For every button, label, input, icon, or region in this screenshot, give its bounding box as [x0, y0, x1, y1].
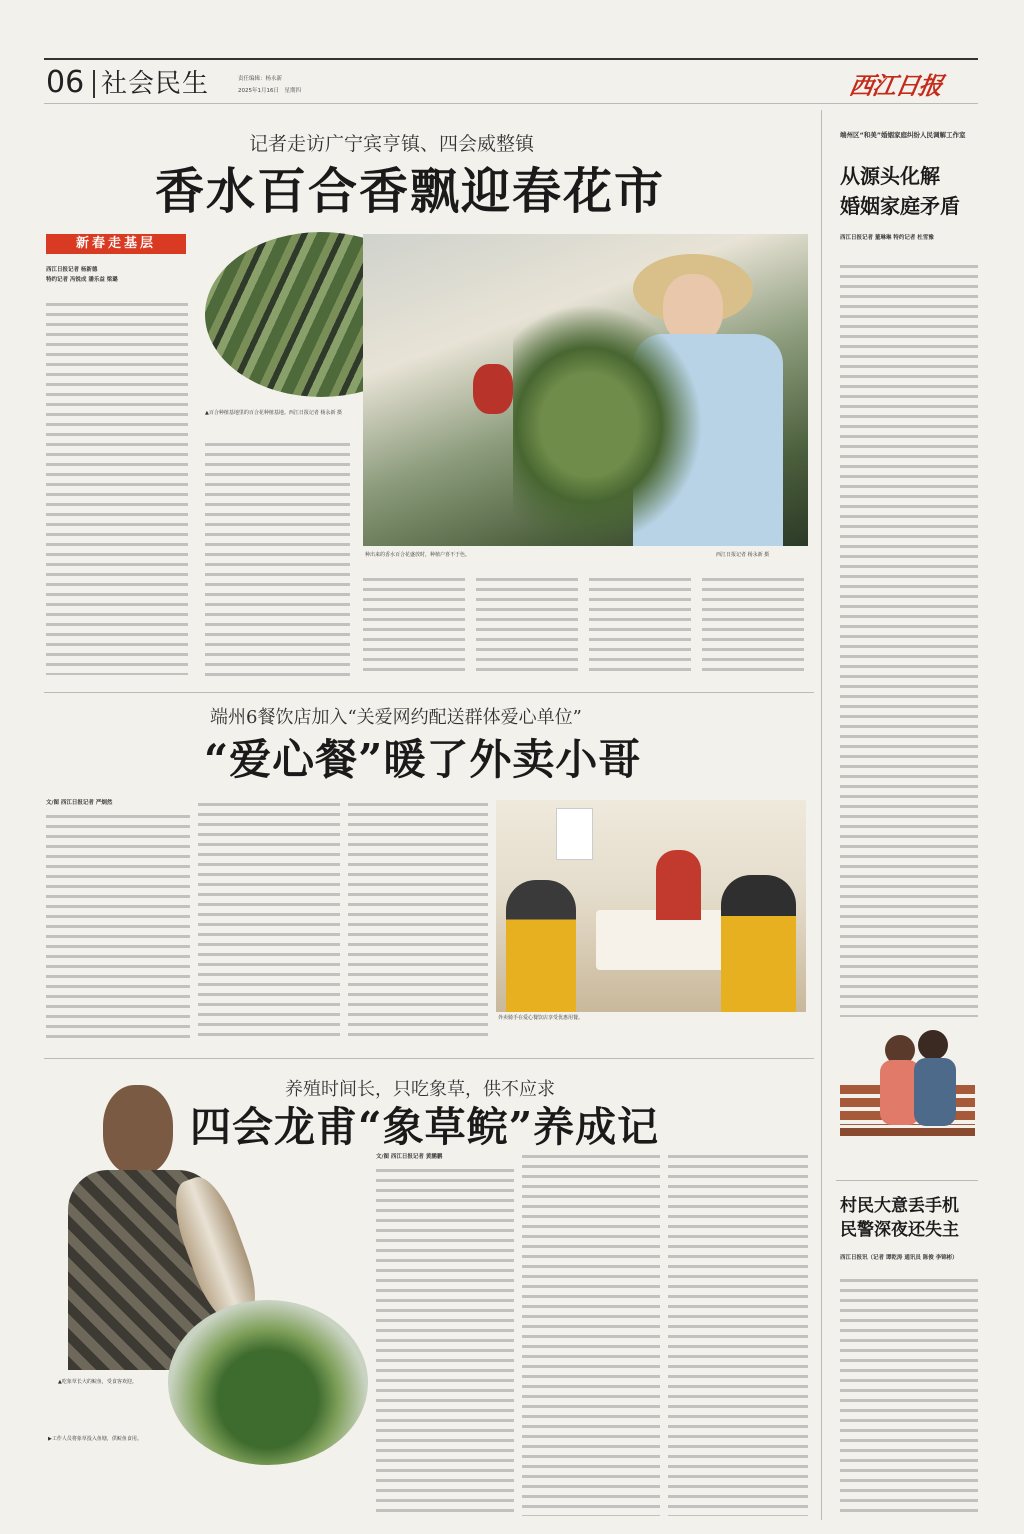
sidebar-headline-2: 婚姻家庭矛盾	[840, 194, 960, 218]
delivery-riders-photo	[496, 800, 806, 1012]
wall-poster	[556, 808, 593, 860]
story3-byline: 文/图 西江日报记者 黄鹏鹏	[376, 1154, 443, 1160]
newspaper-logo: 西江日报	[847, 71, 945, 100]
sidebar-story2-headline-2: 民警深夜还失主	[840, 1220, 959, 1240]
column-tag: 新春走基层	[46, 234, 186, 254]
story3-headline: 四会龙甫“象草鲩”养成记	[190, 1103, 660, 1151]
masthead-divider	[93, 70, 95, 98]
story1-kicker: 记者走访广宁宾亨镇、四会威整镇	[249, 133, 535, 155]
sidebar-rule	[836, 1180, 978, 1181]
story1-main-caption: 种出来的香水百合花盛放时，种植户喜不于色。	[365, 552, 471, 558]
story2-body-col1	[46, 812, 190, 1042]
rider-left	[506, 880, 576, 1012]
host-red	[656, 850, 701, 920]
story2-kicker: 端州6餐饮店加入“关爱网约配送群体爱心单位”	[210, 707, 582, 728]
story2-caption: 外卖骑手在爱心餐饮店享受优惠用餐。	[498, 1015, 584, 1021]
story2-headline: “爱心餐”暖了外卖小哥	[204, 735, 642, 784]
story3-caption-2: ▶工作人员将象草投入鱼塘，供鲩鱼食用。	[48, 1436, 142, 1442]
story1-field-caption: ▲百合种植基地里的百合花种植基地。西江日报记者 杨永新 摄	[205, 410, 343, 416]
story2-body-col2	[198, 800, 340, 1042]
story1-body-col1	[46, 300, 188, 675]
couple-bench-illustration	[840, 1030, 975, 1160]
sidebar-body	[840, 262, 978, 1017]
story1-bottom-rule	[44, 692, 814, 693]
story1-body-col2	[205, 440, 350, 678]
story3-caption-1: ▲吃象草长大的鲩鱼，受食客欢迎。	[58, 1379, 137, 1385]
story3-body-col1	[376, 1166, 514, 1516]
story1-headline: 香水百合香飘迎春花市	[155, 162, 666, 220]
story2-byline: 文/图 西江日报记者 严炯然	[46, 800, 113, 806]
sidebar-story2-headline-1: 村民大意丢手机	[840, 1196, 959, 1216]
fisherman-head	[103, 1085, 173, 1175]
man-body	[914, 1058, 956, 1126]
story1-byline-2: 特约记者 冯锐成 潘乐益 梁璐	[46, 277, 118, 283]
lily-farmer-photo	[363, 234, 808, 546]
sidebar-byline: 西江日报记者 董琳琳 特约记者 杜雪豫	[840, 235, 934, 241]
story2-bottom-rule	[44, 1058, 814, 1059]
story2-body-col3	[348, 800, 488, 1042]
story3-body-col2	[522, 1152, 660, 1516]
sidebar-headline-1: 从源头化解	[840, 164, 940, 188]
sidebar-story2-body	[840, 1276, 978, 1516]
pond-grass-photo	[168, 1300, 368, 1465]
man-head	[918, 1030, 948, 1060]
story3-body-col3	[668, 1152, 808, 1516]
worker-red-jacket	[473, 364, 513, 414]
section-title: 社会民生	[101, 69, 210, 99]
sidebar-divider	[821, 110, 822, 1520]
page-number: 06	[46, 65, 85, 100]
masthead-underline	[44, 103, 978, 104]
story3-kicker: 养殖时间长，只吃象草，供不应求	[285, 1079, 555, 1100]
bench-seat	[840, 1128, 975, 1136]
story1-main-caption-credit: 西江日报记者 杨永新 摄	[716, 552, 770, 558]
story1-byline-1: 西江日报记者 杨新德	[46, 267, 98, 273]
rider-right	[721, 875, 796, 1012]
editor-credit: 责任编辑：杨永新	[238, 76, 283, 82]
lily-bouquet	[513, 304, 703, 546]
sidebar-kicker: 端州区“和美”婚姻家庭纠纷人民调解工作室	[840, 131, 966, 139]
sidebar-story2-byline: 西江日报讯（记者 谭乾涛 通讯员 陈俊 李锦彬）	[840, 1255, 958, 1261]
story1-body-bottom	[363, 575, 808, 678]
issue-date: 2025年1月16日 星期四	[238, 88, 301, 94]
top-rule	[44, 58, 978, 60]
